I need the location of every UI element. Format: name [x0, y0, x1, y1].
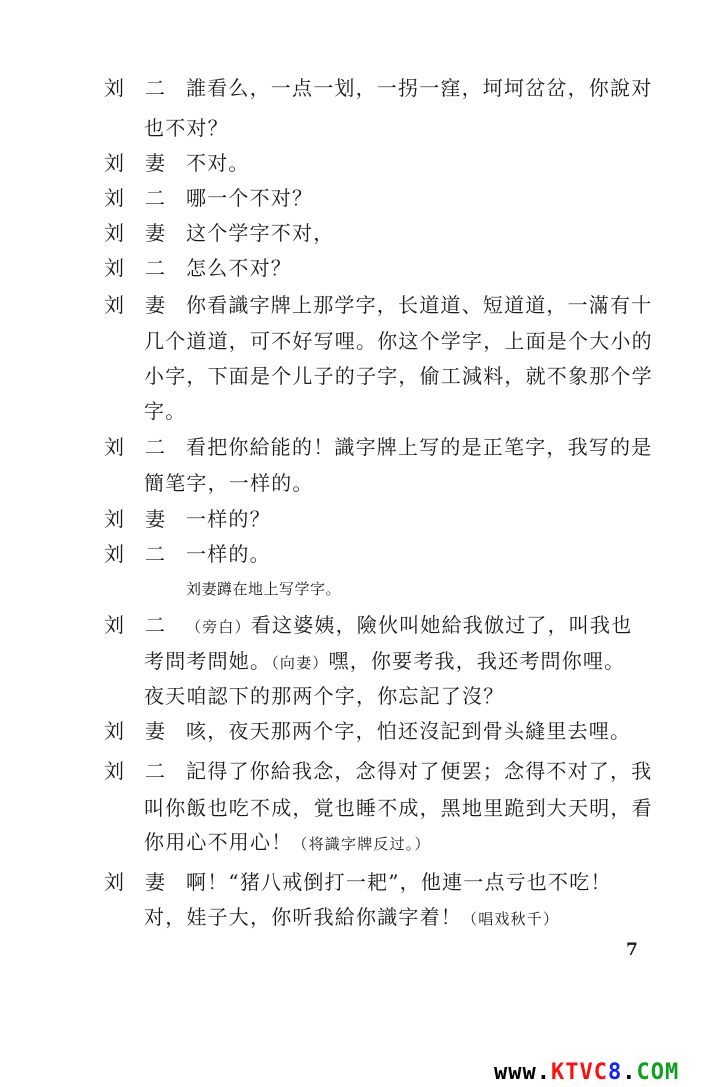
speaker-name: 二 [145, 256, 165, 280]
site-watermark [494, 1060, 679, 1085]
speaker-name: 妻 [145, 870, 165, 894]
speaker-surname: 刘 [104, 613, 124, 637]
dialogue-text: 对，娃子大，你听我給你識字着！ [144, 905, 462, 929]
speaker-name: 二 [145, 76, 165, 100]
dialogue-text: 一样的。 [186, 542, 271, 566]
dialogue-text: 你用心不用心！ [144, 830, 293, 854]
dialogue-text: 記得了你給我念，念得对了便罢；念得不对了，我 [186, 759, 653, 783]
dialogue-text: 看把你給能的！識字牌上写的是正笔字，我写的是 [186, 435, 653, 459]
speaker-name: 妻 [145, 221, 165, 245]
dialogue-text: 考問考問她。 [144, 649, 272, 673]
watermark-www: www [494, 1060, 537, 1085]
aside-direction: （唱戏秋千） [462, 910, 560, 928]
dialogue-text: 几个道道，可不好写哩。你这个学字，上面是个大小的 [144, 329, 653, 353]
dialogue-text: 看这婆姨，險伙叫她給我倣过了，叫我也 [250, 613, 633, 637]
speaker-surname: 刘 [104, 870, 124, 894]
watermark-dot: . [536, 1060, 551, 1085]
speaker-surname: 刘 [104, 221, 124, 245]
dialogue-text-with-aside [186, 608, 632, 644]
dialogue-text: 誰看么，一点一划，一拐一窪，坷坷岔岔，你說对 [186, 76, 653, 100]
dialogue-text: 不对。 [186, 151, 250, 175]
aside-direction: （将識字牌反过。） [292, 835, 431, 853]
speaker-name: 二 [145, 186, 165, 210]
speaker-surname: 刘 [104, 719, 124, 743]
speaker-surname: 刘 [104, 293, 124, 317]
dialogue-text-with-aside [144, 825, 431, 861]
speaker-name: 二 [145, 613, 165, 637]
speaker-surname: 刘 [104, 151, 124, 175]
watermark-dot: . [622, 1060, 637, 1085]
speaker-surname: 刘 [104, 507, 124, 531]
dialogue-text-with-aside [144, 900, 559, 936]
dialogue-text: 小字，下面是个儿子的子字，偷工減料，就不象那个学 [144, 364, 653, 388]
stage-direction-text: 刘妻蹲在地上写学字。 [186, 580, 342, 598]
dialogue-text: 哪一个不对？ [186, 186, 314, 210]
speaker-surname: 刘 [104, 256, 124, 280]
dialogue-text: 夜天咱認下的那两个字，你忘記了沒？ [144, 684, 505, 708]
speaker-name: 二 [145, 435, 165, 459]
speaker-name: 妻 [145, 151, 165, 175]
speaker-surname: 刘 [104, 435, 124, 459]
speaker-name: 妻 [145, 293, 165, 317]
dialogue-text-with-aside [144, 644, 625, 680]
speaker-surname: 刘 [104, 186, 124, 210]
watermark-com: COM [636, 1060, 680, 1085]
speaker-name: 妻 [145, 507, 165, 531]
dialogue-text: 嘿，你要考我，我还考問你哩。 [328, 649, 626, 673]
page-number: 7 [626, 940, 638, 960]
dialogue-text: 字。 [144, 399, 187, 423]
watermark-ktvc: KTVC [551, 1060, 608, 1085]
dialogue-text: 簡笔字，一样的。 [144, 471, 314, 495]
aside-direction: （向妻） [271, 654, 329, 672]
speaker-surname: 刘 [104, 542, 124, 566]
dialogue-text: 这个学字不对， [186, 221, 335, 245]
speaker-surname: 刘 [104, 759, 124, 783]
speaker-surname: 刘 [104, 76, 124, 100]
speaker-name: 二 [145, 542, 165, 566]
dialogue-text: 一样的？ [186, 507, 271, 531]
dialogue-text: 叫你飯也吃不成，覚也睡不成，黑地里跪到大天明，看 [144, 796, 653, 820]
dialogue-text: 咳，夜天那两个字，怕还沒記到骨头縫里去哩。 [186, 719, 632, 743]
speaker-name: 妻 [145, 719, 165, 743]
watermark-eight: 8 [607, 1060, 623, 1085]
dialogue-text: 也不对？ [144, 116, 229, 140]
aside-direction: （旁白） [186, 618, 251, 636]
dialogue-text: 你看識字牌上那学字，长道道、短道道，一滿有十 [186, 293, 653, 317]
dialogue-text: 怎么不对？ [186, 256, 292, 280]
speaker-name: 二 [145, 759, 165, 783]
dialogue-text: 啊！“猪八戒倒打一耙”，他連一点亏也不吃！ [186, 870, 612, 894]
